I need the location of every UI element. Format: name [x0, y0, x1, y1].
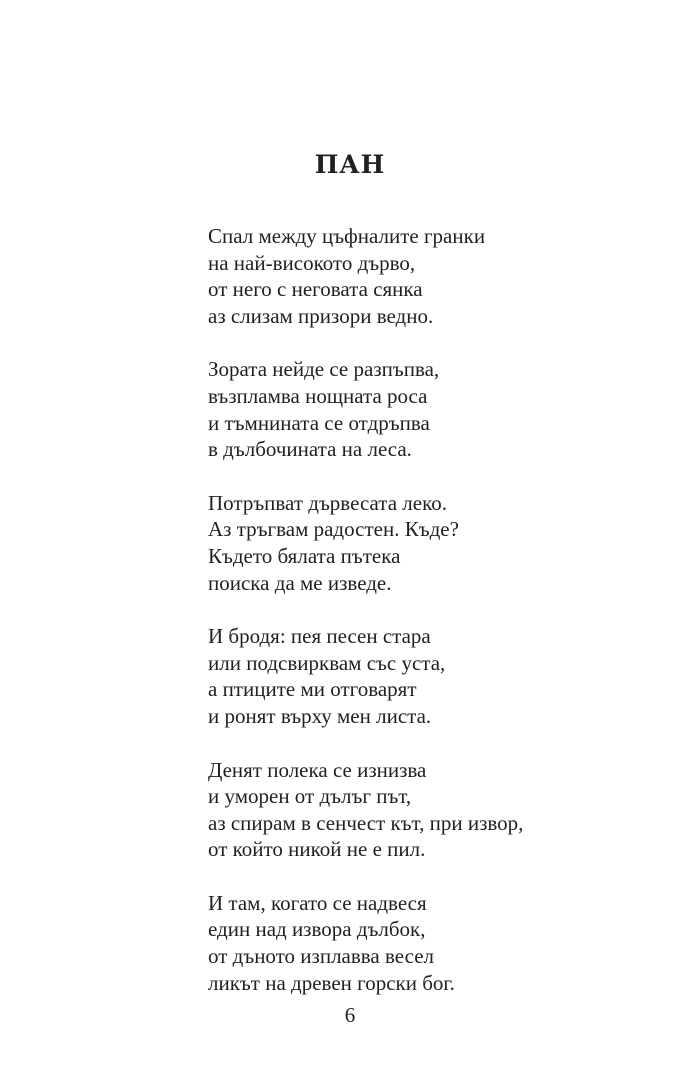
- stanza-3: [208, 490, 678, 596]
- poem-line: Денят полека се изнизва: [208, 757, 427, 782]
- stanza-1: [208, 223, 678, 329]
- poem-line: а птиците ми отговарят: [208, 677, 417, 702]
- poem-line: Спал между цъфналите гранки: [208, 224, 486, 248]
- stanza-2: [208, 356, 678, 462]
- poem-line: Потръпват дървесата леко.: [208, 490, 447, 515]
- poem-line: ликът на древен горски бог.: [208, 970, 455, 995]
- poem-line: Зората нейде се разпъпва,: [208, 357, 440, 382]
- poem-line: Аз тръгвам радостен. Къде?: [208, 517, 459, 542]
- poem-line: и уморен от дълъг път,: [208, 784, 412, 809]
- poem-line: от дъното изплавва весел: [208, 944, 435, 969]
- poem-line: възпламва нощната роса: [208, 383, 428, 408]
- poem-line: поиска да ме изведе.: [208, 570, 392, 595]
- poem-line: аз слизам призори ведно.: [208, 303, 434, 328]
- page-number: 6: [344, 1003, 356, 1027]
- poem-line: от който никой не е пил.: [208, 837, 426, 862]
- poem-line: на най-високото дърво,: [208, 250, 416, 275]
- poem-line: аз спирам в сенчест кът, при извор,: [208, 810, 524, 835]
- poem-line: в дълбочината на леса.: [208, 437, 412, 462]
- stanza-4: [208, 623, 678, 729]
- poem-line: И там, когато се надвеся: [208, 890, 427, 915]
- poem-line: и тъмнината се отдръпва: [208, 410, 430, 435]
- poem-line: И бродя: пея песен стара: [208, 624, 431, 649]
- stanza-5: [208, 757, 678, 863]
- poem-line: и ронят върху мен листа.: [208, 703, 432, 728]
- poem-title: ПАН: [314, 150, 386, 179]
- poem-body: [208, 223, 678, 1023]
- stanza-6: [208, 890, 678, 996]
- poem-line: или подсвирквам със уста,: [208, 650, 446, 675]
- poem-line: Където бялата пътека: [208, 543, 401, 568]
- poem-line: от него с неговата сянка: [208, 277, 423, 302]
- poem-line: един над извора дълбок,: [208, 917, 426, 942]
